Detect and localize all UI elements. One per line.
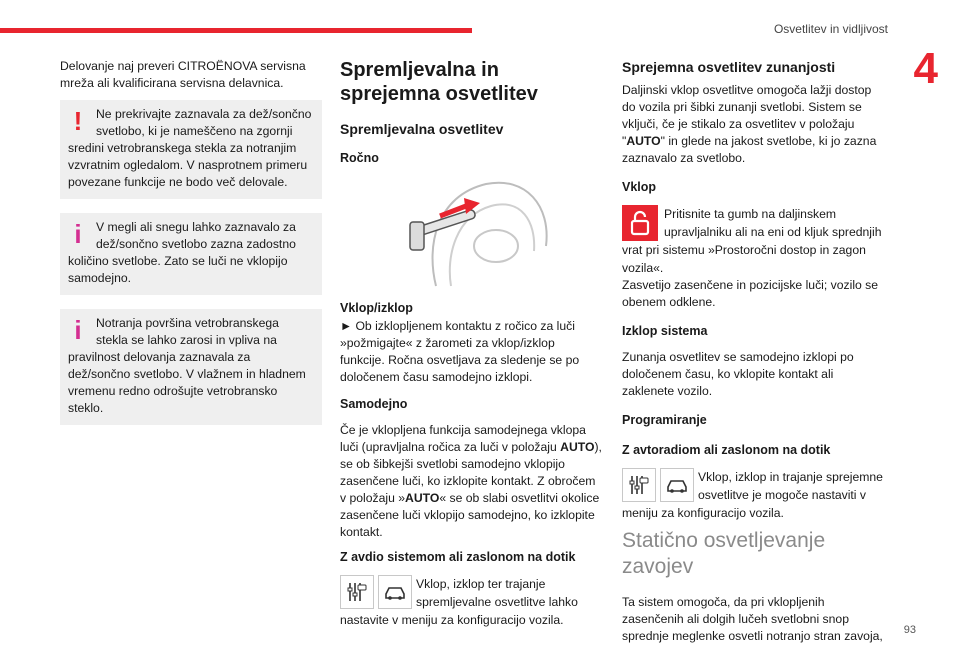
automatic-heading: Samodejno: [340, 397, 408, 411]
info-box-windshield: [60, 309, 322, 425]
on-text: Pritisnite ta gumb na daljinskem upravljalniku ali na eni od kljuk sprednjih vrat pri sistemu »Prostoročni dostop in zagon vozila«.: [622, 207, 882, 275]
subsection-title: Spremljevalna osvetlitev: [340, 121, 504, 137]
car-icon: [378, 575, 412, 609]
programming-heading: Programiranje: [622, 413, 707, 427]
on-text-2: Zasvetijo zasenčene in pozicijske luči; vozilo se obenem odklene.: [622, 278, 879, 309]
automatic-text: Če je vklopljena funkcija samodejnega vklopa luči (upravljalna ročica za luči v položaju AUTO), se ob šibkejši svetlobi samodejno vklopijo zasenčene luči, ko izklopite kontakt. Z obročem v položaju »AUTO« se ob slabi osvetlitvi okolice zasenčene luči vklopijo samodejno, ko izklopite kontakt.: [340, 423, 602, 539]
welcome-intro: Daljinski vklop osvetlitve omogoča lažji dostop do vozila pri šibki zunanji svetlobi. Sistem se vključi, če je stikalo za osvetlitev v položaju "AUTO" in glede na jakost svetlobe, ki jo zazna zaznavalo za svetlobo.: [622, 83, 877, 165]
audio-text: Vklop, izklop ter trajanje spremljevalne osvetlitve lahko nastavite v meniju za konfiguracijo vozila.: [340, 577, 578, 627]
static-cornering-title: Statično osvetljevanje zavojev: [622, 529, 826, 578]
radio-heading: Z avtoradiom ali zaslonom na dotik: [622, 443, 831, 457]
static-cornering-text: Ta sistem omogoča, da pri vklopljenih zasenčenih ali dolgih lučeh svetlobni snop sprednje meglenke osvetli notranjo stran zavoja,: [622, 595, 883, 643]
info-text-windshield: Notranja površina vetrobranskega stekla se lahko zarosi in vpliva na pravilnost delovanja zaznavala za dež/sončno svetlobo. V vlažnem in hladnem vremenu redno odrošujte vetrobransko steklo.: [68, 316, 306, 415]
intro-paragraph: Delovanje naj preveri CITROËNOVA servisna mreža ali kvalificirana servisna delavnica.: [60, 59, 306, 90]
manual-heading: Ročno: [340, 151, 379, 165]
info-text-fog: V megli ali snegu lahko zaznavalo za dež/sončno svetlobo zazna zadostno količino svetlobe. Zato se luči ne vklopijo samodejno.: [68, 220, 296, 285]
welcome-lighting-heading: Sprejemna osvetlitev zunanjosti: [622, 59, 836, 75]
radio-text: Vklop, izklop in trajanje sprejemne osvetlitve je mogoče nastaviti v meniju za konfiguracijo vozila.: [622, 470, 883, 520]
on-off-heading: Vklop/izklop: [340, 301, 413, 315]
off-heading: Izklop sistema: [622, 324, 708, 338]
off-text: Zunanja osvetlitev se samodejno izklopi po določenem času, ko vklopite kontakt ali zaklenete vozilo.: [622, 350, 854, 398]
radio-icon-row: [622, 468, 884, 522]
column-3: [622, 58, 884, 653]
info-icon: i: [74, 315, 82, 345]
audio-heading: Z avdio sistemom ali zaslonom na dotik: [340, 550, 576, 564]
top-accent-bar: [0, 28, 472, 33]
settings-sliders-icon: [340, 575, 374, 609]
page-number: 93: [903, 624, 916, 636]
chapter-number: 4: [913, 44, 938, 93]
warning-box: [60, 100, 322, 199]
running-header: Osvetlitev in vidljivost: [773, 22, 888, 36]
info-box-fog: [60, 213, 322, 295]
column-2: [340, 58, 602, 629]
unlock-icon: [622, 205, 658, 241]
on-heading: Vklop: [622, 180, 657, 194]
section-title: Spremljevalna in sprejemna osvetlitev: [340, 59, 538, 105]
car-icon: [660, 468, 694, 502]
info-icon: i: [74, 219, 82, 249]
steering-lever-illustration: [396, 176, 556, 288]
warning-text: Ne prekrivajte zaznavala za dež/sončno svetlobo, ki je nameščeno na zgornji sredini vetrobranskega stekla za notranjim vzvratnim ogledalom. V nasprotnem primeru povezane funkcije ne bodo več delovale.: [68, 107, 312, 189]
on-off-text: ► Ob izklopljenem kontaktu z ročico za luči »požmigajte« z žarometi za vklop/izklop funkcije. Ročna osvetljava za sledenje se po določenem času samodejno izklopi.: [340, 319, 580, 384]
remote-button-row: [622, 205, 884, 277]
warning-icon: !: [73, 106, 83, 136]
settings-sliders-icon: [622, 468, 656, 502]
column-1: [60, 58, 322, 439]
audio-icon-row: [340, 575, 602, 629]
